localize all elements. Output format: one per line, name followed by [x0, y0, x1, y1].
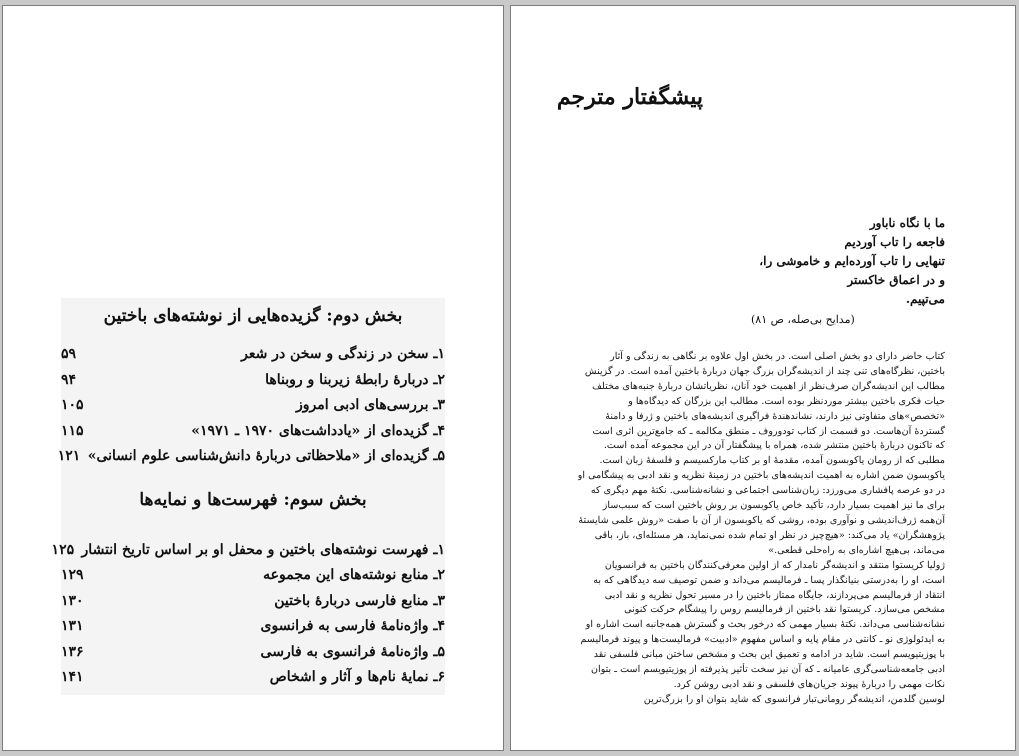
- toc-entry: [57, 448, 445, 474]
- toc-entry-title: ۳ـ بررسی‌های ادبی امروز: [296, 397, 445, 413]
- toc-entry-title: ۳ـ منابع فارسی دربارهٔ باختین: [274, 592, 445, 609]
- poem-line: و در اعماق خاکستر: [847, 273, 945, 287]
- body-text-line: کتاب حاضر دارای دو بخش اصلی است. در بخش اول علاوه بر نگاهی به زندگی و آثار: [610, 351, 945, 362]
- toc-entry-title: ۲ـ دربارهٔ رابطهٔ زیربنا و روبناها: [265, 371, 445, 388]
- poem-line: تنهایی را تاب آورده‌ایم و خاموشی را،: [759, 254, 945, 268]
- section-heading: بخش دوم: گزیده‌هایی از نوشته‌های باختین: [103, 306, 403, 326]
- toc-entry: [61, 669, 445, 695]
- toc-entry: [61, 346, 445, 372]
- body-text-line: مشخص می‌سازد. کریستوا نقد باختین از فرمالیسم روس را پیشگام حرکت کنونی: [624, 604, 945, 616]
- body-text-line: مطالب این اندیشه‌گران صرف‌نظر از اهمیت خود آنان، نظریاتشان دربارهٔ جنبه‌های مختلف: [592, 380, 945, 392]
- toc-entry: [61, 397, 445, 423]
- toc-entry-page: ۵۹: [61, 346, 77, 362]
- toc-entry-title: ۵ـ واژه‌نامهٔ فرانسوی به فارسی: [260, 643, 445, 660]
- body-text-line: «تخصص»های متفاوتی نیز دارند، نشاندهندهٔ فراگیری اندیشه‌های باختین و ژرفا و دامنهٔ: [605, 410, 945, 422]
- preface-body: [578, 350, 945, 708]
- toc-entry: [61, 644, 445, 670]
- poem-line: فاجعه را تاب آوردیم: [844, 235, 945, 249]
- toc-entry-page: ۱۲۱: [57, 448, 81, 464]
- page-title: پیشگفتار مترجم: [556, 84, 703, 110]
- body-text-line: لوسین گلدمن، اندیشه‌گر رومانی‌تبار فرانسوی که شاید بتوان او را بزرگ‌ترین: [643, 693, 945, 705]
- body-text-line: که تاکنون دربارهٔ باختین منتشر شده، همراه با پیشگفتار آن در این مجموعه آمده است.: [603, 440, 945, 452]
- body-text-line: ژولیا کریستوا منتقد و اندیشه‌گر نامدار که از اولین معرفی‌کنندگان باختین به فرانسویان: [604, 559, 945, 571]
- body-text-line: گستردهٔ آن‌هاست. دو قسمت از کتاب تودوروف ـ منطق مکالمه ـ که جامع‌ترین اثری است: [592, 425, 945, 437]
- epigraph-poem: [751, 214, 945, 329]
- right-page: [510, 5, 1016, 751]
- body-text-line: نکات مهمی را دربارهٔ پیوند جریان‌های فلسفی و نقد ادبی روشن کرد.: [673, 678, 945, 690]
- toc-entry-page: ۱۲۵: [51, 541, 75, 558]
- toc-entry: [61, 423, 445, 449]
- body-text-line: در دو عرصه پافشاری می‌ورزد: زبان‌شناسی اجتماعی و نشانه‌شناسی. نکتهٔ مهم دیگری که: [590, 485, 945, 497]
- section-heading: بخش سوم: فهرست‌ها و نمایه‌ها: [139, 489, 367, 510]
- toc-entry: [61, 593, 445, 619]
- toc-entry-title: ۵ـ گزیده‌ای از «ملاحظاتی دربارهٔ دانش‌شناسی علوم انسانی»: [87, 448, 445, 464]
- toc-entry-page: ۱۱۵: [61, 422, 84, 439]
- toc-entry-title: ۶ـ نمایهٔ نام‌ها و آثار و اشخاص: [269, 669, 445, 685]
- toc-entry-page: ۱۴۱: [61, 669, 84, 685]
- toc-entry: [51, 541, 445, 568]
- poem-line: می‌تپیم.: [905, 292, 945, 306]
- toc-entry-title: ۴ـ گزیده‌ای از «یادداشت‌های ۱۹۷۰ ـ ۱۹۷۱»: [191, 422, 445, 439]
- toc-entry-page: ۱۰۵: [61, 397, 84, 413]
- toc-entry-page: ۱۳۰: [61, 592, 84, 609]
- body-text-line: پژوهشگران» یاد می‌کند: «هیچ‌چیز در نظر او تمام شده نمی‌نماید، هر مسئله‌ای، باز، باقی: [594, 529, 945, 541]
- table-of-contents: [51, 298, 445, 695]
- poem-line: ما با نگاه ناباور: [869, 216, 945, 230]
- body-text-line: است، او را به‌درستی بنیانگذار پسا ـ فرمالیسم می‌داند و ضمن توصیف سه دیدگاهی که به: [593, 574, 945, 586]
- body-text-line: حیات فکری باختین بیشتر مورد‌نظر بوده است. مطالب این بزرگان که دیدگاه‌ها و: [628, 395, 945, 407]
- body-text-line: ادبی جامعه‌شناسی‌گری عامیانه ـ که آن نیز سخت تأثیر پذیرفته از پوزیتیویسم است ـ بتوان: [591, 664, 945, 676]
- body-text-line: مطلبی که از رومان یاکوبسون آمده، مقدمهٔ او بر کتاب مارکسیسم و فلسفهٔ زبان است.: [599, 455, 945, 467]
- body-text-line: نشانه‌شناسی می‌داند. نکتهٔ بسیار مهمی که درخور بحث و گسترش همه‌جانبه است اشاره او: [585, 619, 945, 631]
- toc-entry-page: ۹۴: [61, 371, 77, 388]
- toc-entry-title: ۲ـ منابع نوشته‌های این مجموعه: [263, 567, 445, 583]
- toc-entry-page: ۱۳۶: [61, 643, 84, 660]
- toc-entry-title: ۴ـ واژه‌نامهٔ فارسی به فرانسوی: [260, 618, 445, 634]
- body-text-line: به ایدئولوژی نو ـ کانتی در مقام پایه و اساس مفهوم «ادبیت» فرمالیست‌ها و پیوند فرمالیسم: [580, 634, 945, 646]
- body-text-line: با پوزیتیویسم است. شاید در ادامه و تعمیق این بحث و مشخص ساختن مبانی فلسفی نقد: [593, 649, 945, 661]
- toc-entry: [61, 372, 445, 398]
- toc-entry-page: ۱۳۱: [61, 618, 84, 634]
- toc-entry-title: ۱ـ فهرست نوشته‌های باختین و محفل او بر اساس تاریخ انتشار: [81, 541, 445, 558]
- toc-entry-page: ۱۲۹: [61, 567, 84, 583]
- poem-source: (مدایح بی‌صله، ص ۸۱): [751, 313, 855, 326]
- body-text-line: یاکوبسون ضمن اشاره به اهمیت اندیشه‌های باختین در زمینهٔ نظریه و نقد ادبی به پیشگامی او: [578, 470, 945, 482]
- body-text-line: آن‌همه ژرف‌اندیشی و نوآوری بوده، روشی که یاکوبسون از آن با صفت «روش علمی شایستهٔ: [578, 514, 945, 526]
- left-page: [2, 5, 504, 751]
- body-text-line: باختین، نظرگاه‌های تنی چند از اندیشه‌گران بزرگ جهان دربارهٔ باختین آمده است. در گزینش: [584, 365, 945, 377]
- body-text-line: می‌ماند، بی‌هیچ اشاره‌ای به راه‌حلی قطعی.»: [768, 544, 945, 556]
- body-text-line: برای ما نیز اهمیت بسیار دارد، تأکید خاص یاکوبسون بر روش باختین است که سبب‌ساز: [602, 500, 945, 512]
- toc-entry: [61, 618, 445, 644]
- toc-entry-title: ۱ـ سخن در زندگی و سخن در شعر: [241, 346, 445, 362]
- body-text-line: انتقاد از فرمالیسم می‌پردازند، جایگاه ممتاز باختین را در مسیر تحول نظریه و نقد ادبی: [604, 589, 945, 601]
- toc-entry: [61, 567, 445, 593]
